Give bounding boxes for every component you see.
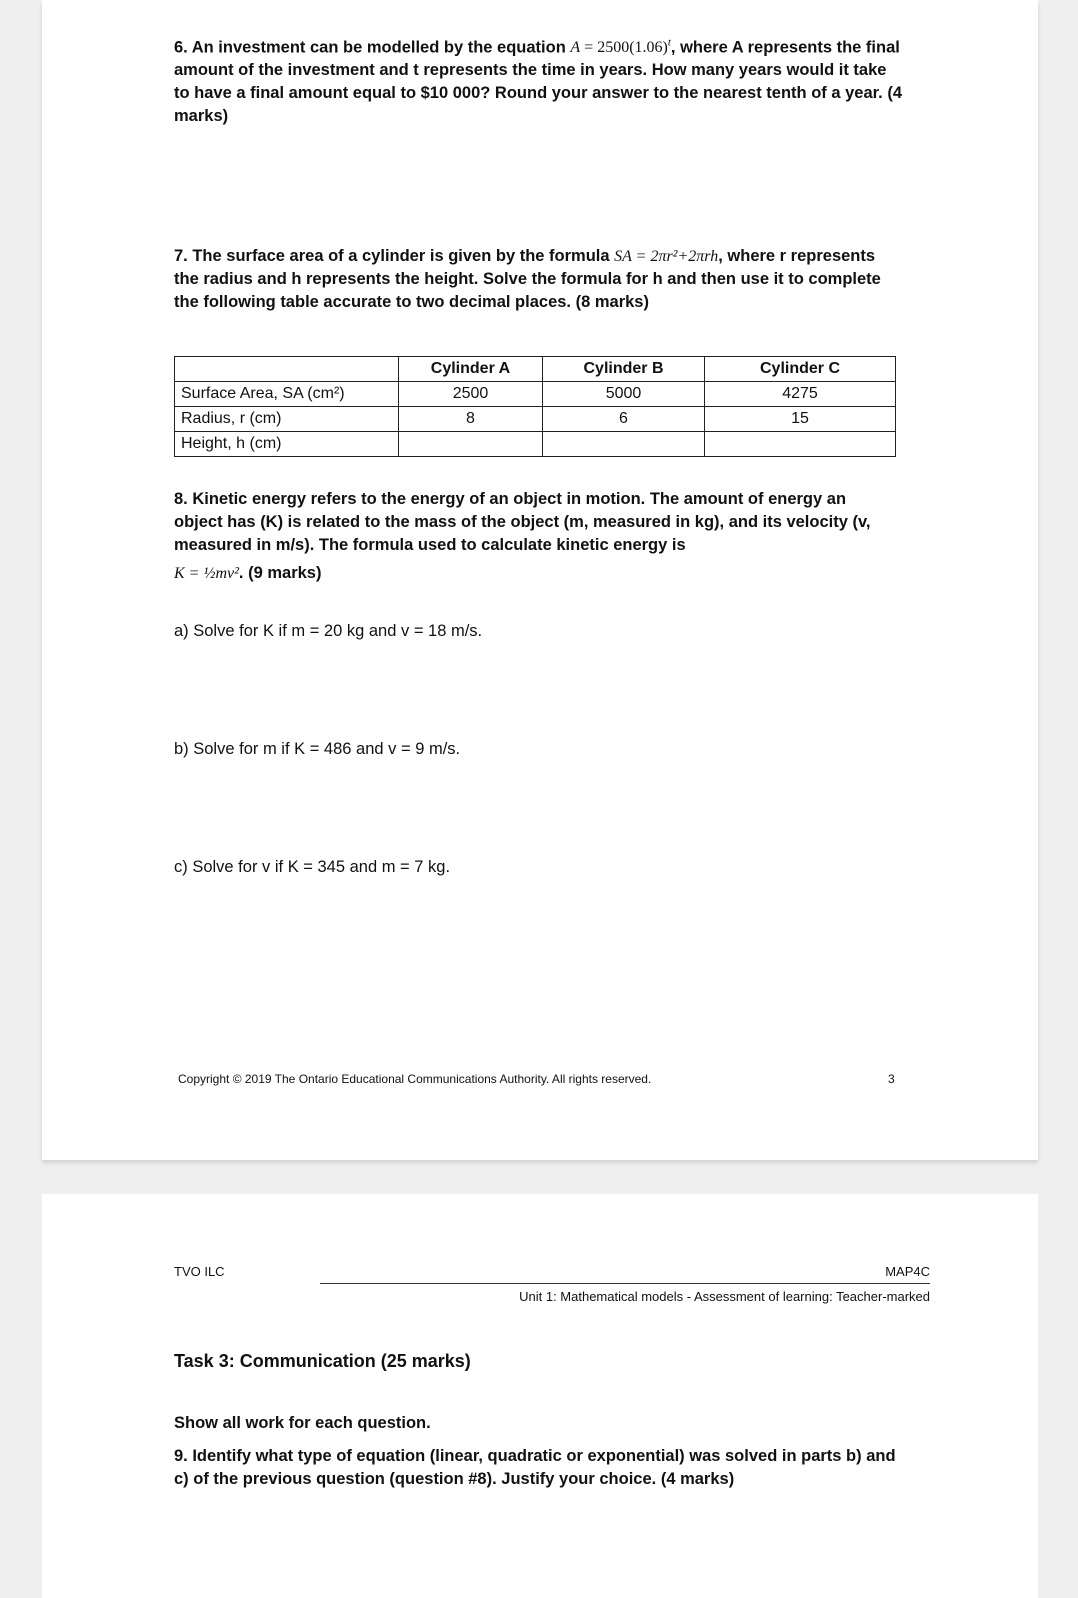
cell-value: 5000	[543, 382, 705, 407]
answer-cell	[399, 432, 543, 457]
task-title: Task 3: Communication (25 marks)	[174, 1351, 471, 1371]
row-label: Height, h (cm)	[175, 432, 399, 457]
answer-cell	[543, 432, 705, 457]
table-header-blank	[175, 357, 399, 382]
table-row	[175, 382, 896, 407]
question-6: 6. An investment can be modelled by the equation $A = 2500(1.06)^t$, where A represents the final amount of the investment and t represents the time in years. How many years would it take to have a final amount equal to $10 000? Round your answer to the nearest tenth of a year. (4 marks)	[174, 37, 903, 126]
header-course-code: MAP4C	[885, 1264, 930, 1279]
cell-value: 8	[399, 407, 543, 432]
page-number: 3	[888, 1072, 895, 1086]
question-7: 7. The surface area of a cylinder is given by the formula SA = 2πr²+2πrh, where r represents the radius and h represents the height. Solve the formula for h and then use it to complete the following table accurate to two decimal places. (8 marks)	[174, 247, 881, 311]
row-label: Radius, r (cm)	[175, 407, 399, 432]
table-header-cylinder-b: Cylinder B	[543, 357, 705, 382]
header-org: TVO ILC	[174, 1264, 225, 1279]
question-8: 8. Kinetic energy refers to the energy of an object in motion. The amount of energy an object has (K) is related to the mass of the object (m, measured in kg), and its velocity (v, measured in m/s). The formula used to calculate kinetic energy is	[174, 490, 871, 554]
table-row	[175, 432, 896, 457]
investment-equation: $A = 2500(1.06)^t$	[570, 37, 671, 57]
question-9: 9. Identify what type of equation (linear, quadratic or exponential) was solved in parts b) and c) of the previous question (question #8). Justify your choice. (4 marks)	[174, 1447, 896, 1488]
question-8b: b) Solve for m if K = 486 and v = 9 m/s.	[174, 740, 461, 758]
question-8-formula-line: K = ½mv². (9 marks)	[174, 564, 322, 582]
question-8a: a) Solve for K if m = 20 kg and v = 18 m/s.	[174, 622, 483, 640]
table-row	[175, 407, 896, 432]
kinetic-energy-formula: K = ½mv²	[174, 565, 239, 582]
instruction: Show all work for each question.	[174, 1414, 431, 1432]
copyright-footer: Copyright © 2019 The Ontario Educational Communications Authority. All rights reserved.	[178, 1072, 652, 1086]
header-unit: Unit 1: Mathematical models - Assessment of learning: Teacher-marked	[519, 1289, 930, 1304]
page-3	[42, 0, 1038, 1160]
table-header-cylinder-c: Cylinder C	[705, 357, 896, 382]
page-4	[42, 1194, 1038, 1598]
cell-value: 15	[705, 407, 896, 432]
cell-value: 6	[543, 407, 705, 432]
cell-value: 2500	[399, 382, 543, 407]
header-divider	[320, 1283, 930, 1284]
table-header-cylinder-a: Cylinder A	[399, 357, 543, 382]
cylinder-table	[174, 356, 896, 457]
table-header-row	[175, 357, 896, 382]
row-label: Surface Area, SA (cm²)	[175, 382, 399, 407]
surface-area-formula: SA = 2πr²+2πrh	[614, 248, 719, 265]
answer-cell	[705, 432, 896, 457]
question-8c: c) Solve for v if K = 345 and m = 7 kg.	[174, 858, 451, 876]
cell-value: 4275	[705, 382, 896, 407]
